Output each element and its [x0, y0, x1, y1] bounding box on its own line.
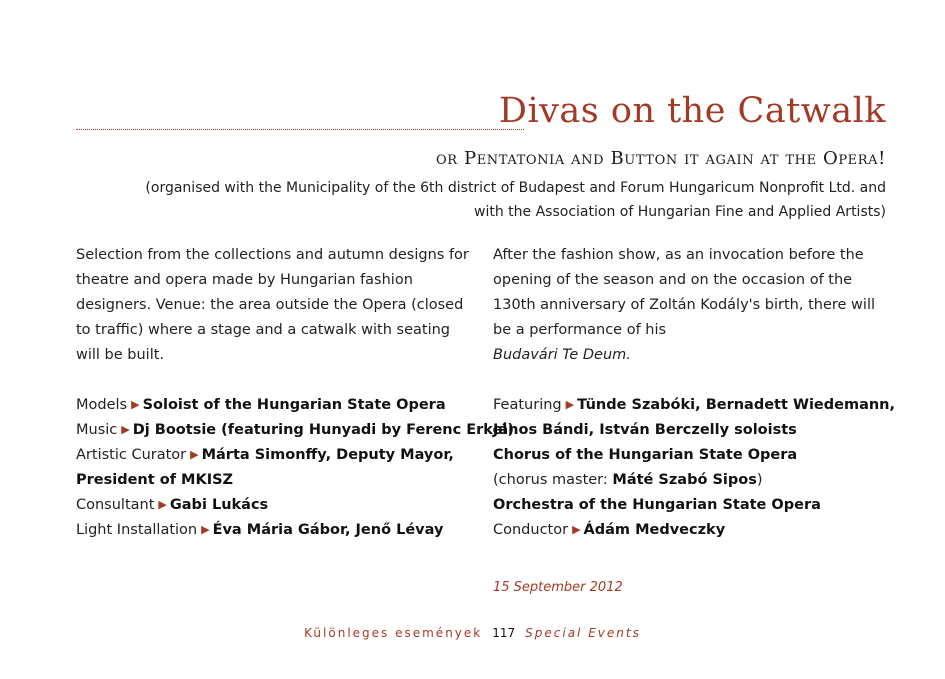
dotted-rule [76, 129, 524, 130]
right-column [493, 243, 896, 543]
credit-artistic-curator [76, 443, 476, 468]
triangle-icon: ▶ [201, 523, 210, 536]
chorus-master-prefix: (chorus master: [493, 472, 608, 488]
credit-value: Chorus of the Hungarian State Opera [493, 447, 798, 463]
left-intro: Selection from the collections and autumn designs for theatre and opera made by Hungarian fashion designers. Venue: the area outside the Opera (closed to traffic) where a stage and a catwalk with seating will be built. [76, 247, 469, 363]
credit-conductor [493, 518, 893, 543]
page-title: Divas on the Catwalk [498, 91, 886, 131]
triangle-icon: ▶ [572, 523, 581, 536]
credit-role: Conductor [493, 522, 569, 538]
triangle-icon: ▶ [121, 423, 130, 436]
credit-role: Consultant [76, 497, 155, 513]
right-intro [493, 243, 893, 368]
page-number: 117 [492, 626, 516, 640]
credit-role: Light Installation [76, 522, 198, 538]
credit-value: President of MKISZ [76, 472, 234, 488]
left-column [76, 243, 514, 543]
credit-role: Music [76, 422, 118, 438]
credit-music [76, 418, 514, 443]
credit-value: Soloist of the Hungarian State Opera [142, 397, 446, 413]
credit-light-installation [76, 518, 476, 543]
right-intro-text: After the fashion show, as an invocation before the opening of the season and on the occasion of the 130th anniversary of Zoltán Kodály's birth, there will be a performance of his [493, 247, 876, 338]
chorus-master-suffix: ) [756, 472, 763, 488]
triangle-icon: ▶ [565, 398, 575, 411]
credit-value: János Bándi, István Berczelly soloists [493, 422, 797, 438]
credit-value: Éva Mária Gábor, Jenő Lévay [212, 522, 444, 538]
event-date: 15 September 2012 [493, 580, 623, 595]
credit-models [76, 393, 476, 418]
credit-value: Dj Bootsie (featuring Hunyadi by Ferenc Erkel) [132, 422, 514, 438]
credit-chorus [493, 443, 893, 468]
title-row [76, 88, 886, 134]
credit-value: Orchestra of the Hungarian State Opera [493, 497, 821, 513]
triangle-icon: ▶ [190, 448, 199, 461]
credit-role: Featuring [493, 397, 562, 413]
footer-section-hu: Különleges események [304, 626, 483, 640]
triangle-icon: ▶ [158, 498, 167, 511]
credit-role: Models [76, 397, 128, 413]
credit-value: Gabi Lukács [169, 497, 269, 513]
credit-artistic-curator-cont [76, 468, 476, 493]
footer-section-en: Special Events [525, 626, 641, 640]
credit-featuring [493, 393, 896, 418]
page-footer [0, 626, 945, 640]
chorus-master-name: Máté Szabó Sipos [612, 472, 757, 488]
credit-orchestra [493, 493, 893, 518]
organiser-note: (organised with the Municipality of the 6th district of Budapest and Forum Hungaricum Nonprofit Ltd. and with the Association of Hungarian Fine and Applied Artists) [145, 180, 886, 220]
credit-value: Márta Simonffy, Deputy Mayor, [201, 447, 454, 463]
credit-consultant [76, 493, 476, 518]
subtitle: or Pentatonia and Button it again at the Opera! [436, 148, 886, 169]
credit-value: Ádám Medveczky [583, 522, 726, 538]
credit-value: Tünde Szabóki, Bernadett Wiedemann, [577, 397, 896, 413]
credit-chorus-master [493, 468, 893, 493]
credit-role: Artistic Curator [76, 447, 187, 463]
work-title: Budavári Te Deum. [493, 347, 631, 363]
triangle-icon: ▶ [131, 398, 140, 411]
credit-soloists [493, 418, 893, 443]
